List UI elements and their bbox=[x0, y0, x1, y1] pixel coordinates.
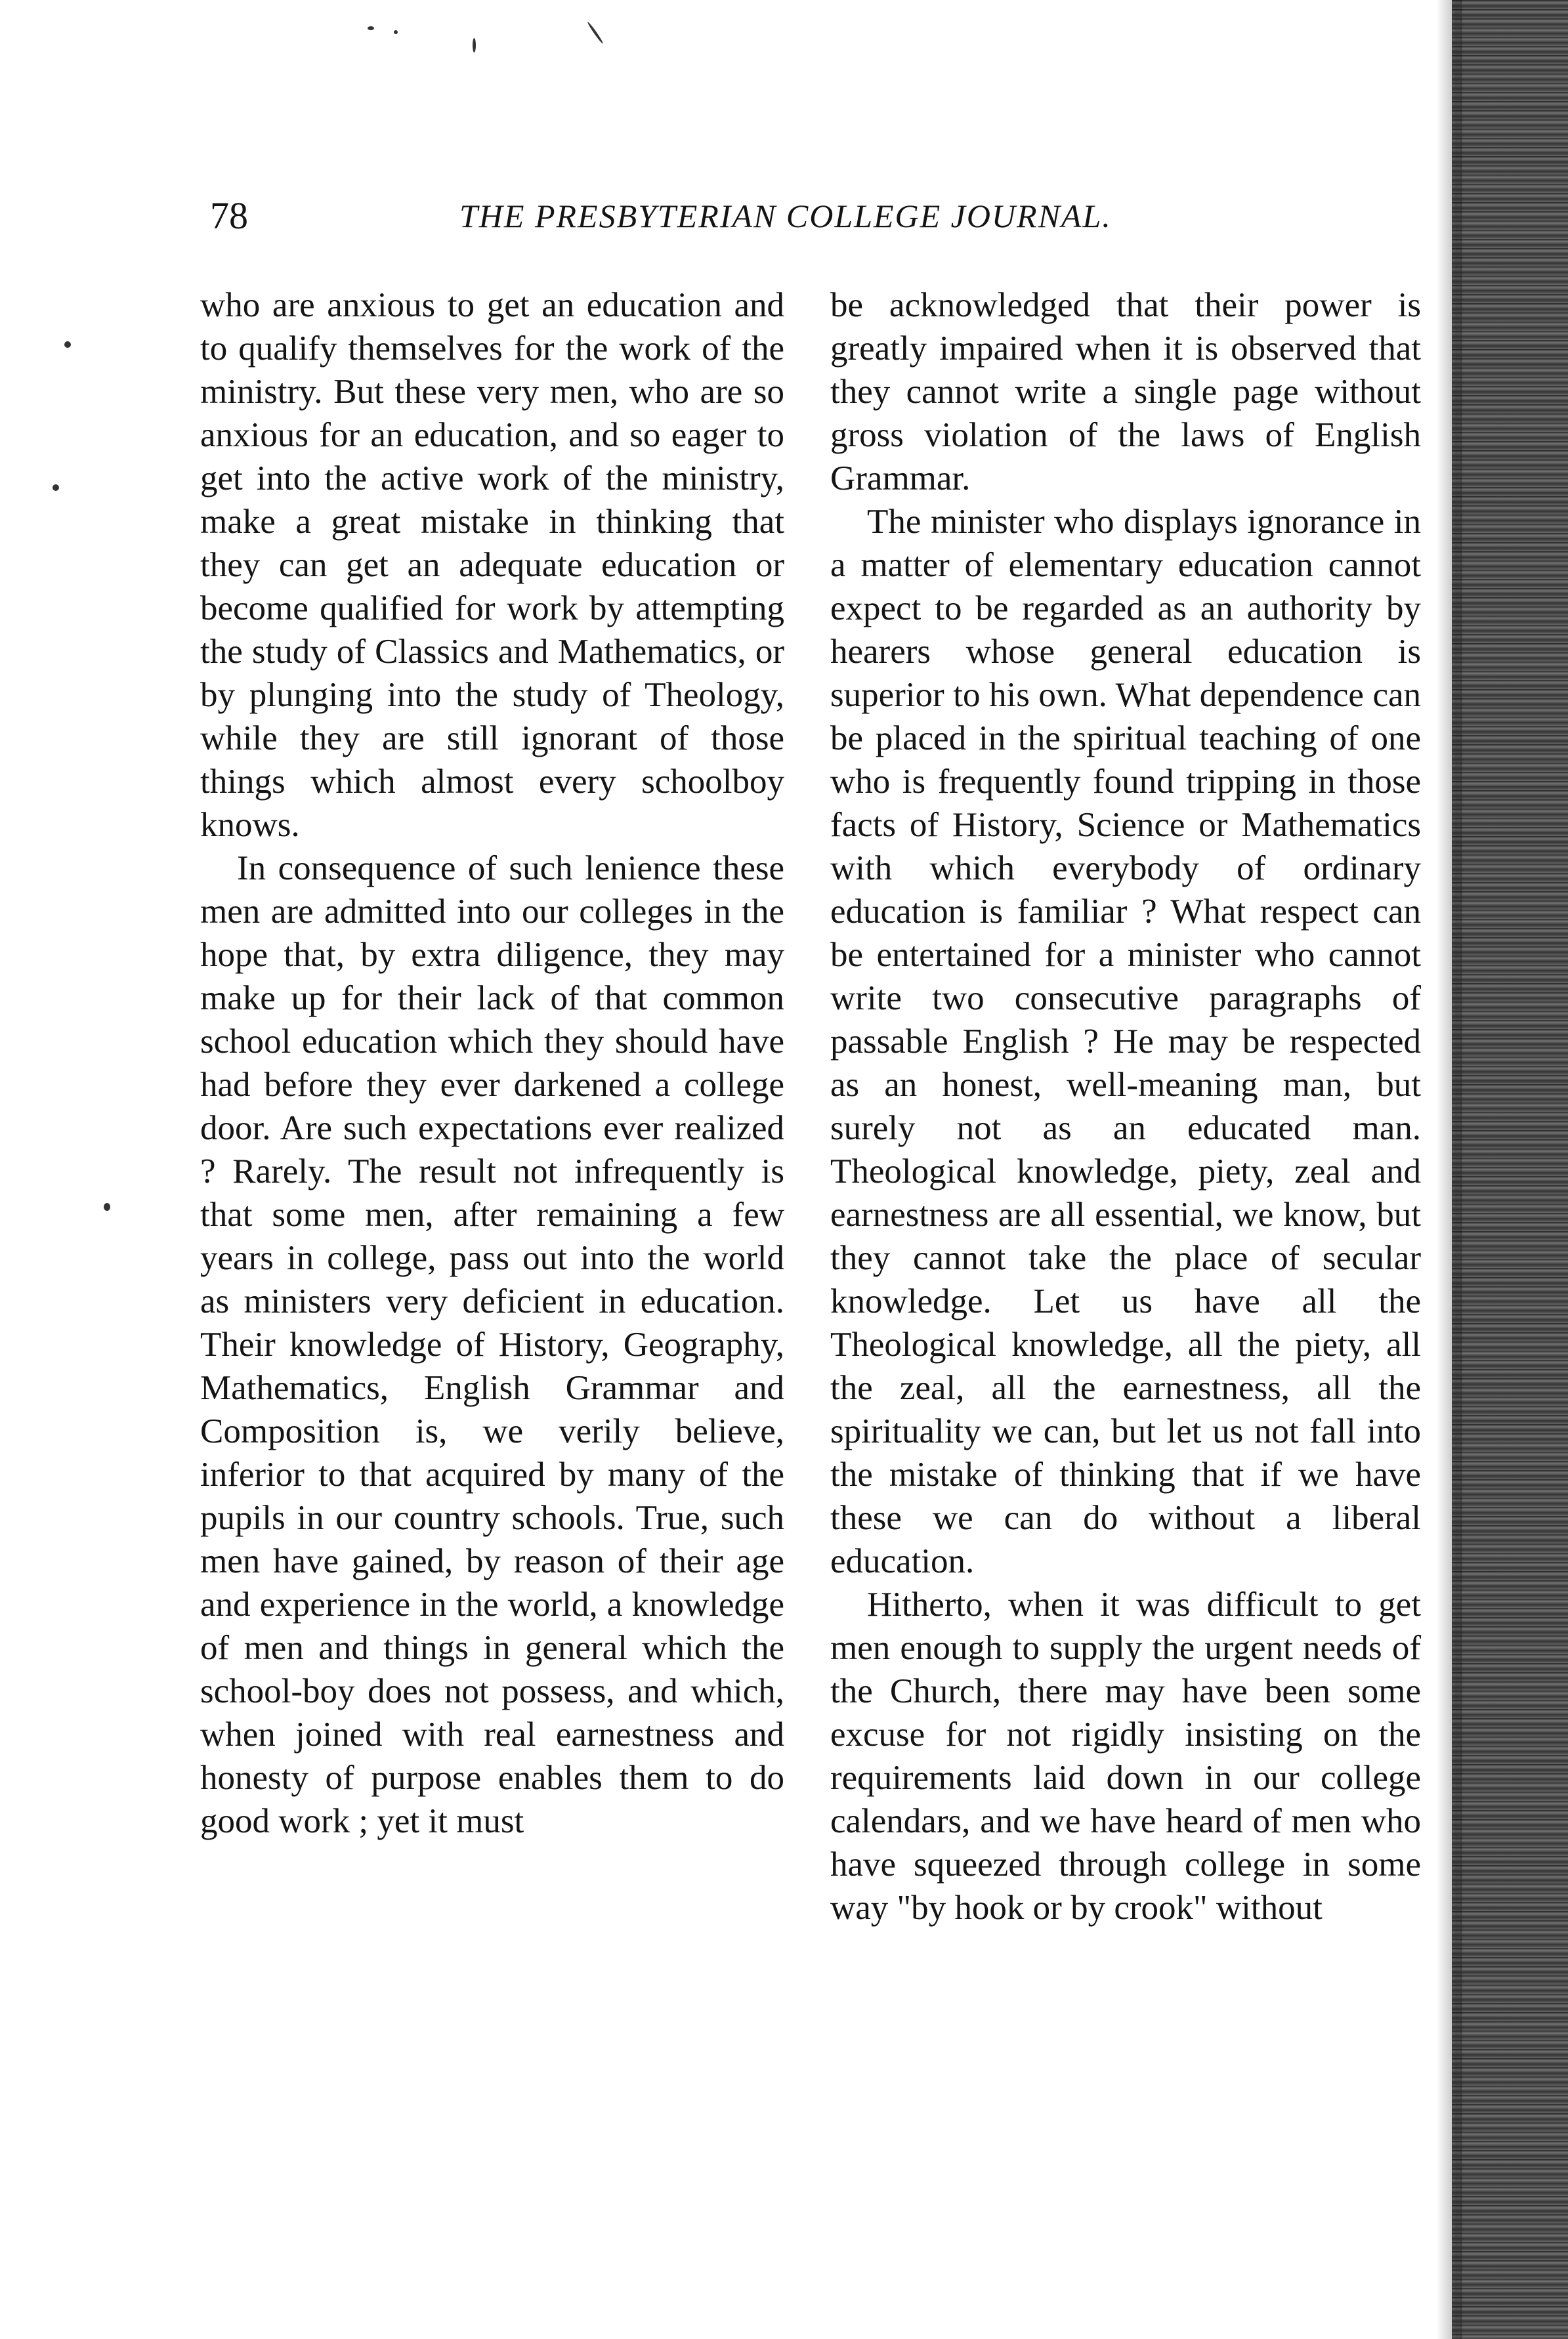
left-paragraph-1: who are anxious to get an education and to qualify themselves for the work of the ministry. But these very men, who are so anxious for an education, and so eager to get into the active work of the ministry, make a great mistake in thinking that they can get an adequate education or become qualified for work by attempting the study of Classics and Mathematics, or by plunging into the study of Theology, while they are still ignorant of those things which almost every schoolboy knows. bbox=[200, 286, 784, 844]
speck bbox=[368, 26, 374, 30]
speck bbox=[587, 21, 604, 44]
right-paragraph-3: Hitherto, when it was difficult to get men enough to supply the urgent needs of the Church, there may have been some excuse for not rigidly insisting on the requirements laid down in our college calendars, and we have heard of men who have squeezed through college in some way "by hook or by crook" without bbox=[830, 1586, 1421, 1927]
running-head: THE PRESBYTERIAN COLLEGE JOURNAL. bbox=[459, 198, 1112, 234]
page-number: 78 bbox=[210, 194, 248, 237]
speck bbox=[64, 341, 71, 348]
right-column bbox=[830, 284, 1421, 1929]
right-paragraph-2: The minister who displays ignorance in a matter of elementary education cannot expect to be regarded as an authority by hearers whose general education is superior to his own. What dependence can be placed in the spiritual teaching of one who is frequently found tripping in those facts of History, Science or Mathematics with which everybody of ordinary education is familiar ? What respect can be entertained for a minister who cannot write two consecutive paragraphs of passable English ? He may be respected as an honest, well-meaning man, but surely not as an educated man. Theological knowledge, piety, zeal and earnestness are all essential, we know, but they cannot take the place of secular knowledge. Let us have all the Theological knowledge, all the piety, all the zeal, all the earnestness, all the spirituality we can, but let us not fall into the mistake of thinking that if we have these we can do without a liberal education. bbox=[830, 503, 1421, 1580]
right-paragraph-1: be acknowledged that their power is greatly impaired when it is observed that they cannot write a single page without gross violation of the laws of English Grammar. bbox=[830, 286, 1421, 497]
speck bbox=[53, 484, 59, 491]
left-paragraph-2: In consequence of such lenience these men are admitted into our colleges in the hope that, by extra diligence, they may make up for their lack of that common school education which they should have had before they ever darkened a college door. Are such expectations ever realized ? Rarely. The result not infrequently is that some men, after remaining a few years in college, pass out into the world as ministers very deficient in education. Their knowledge of History, Geography, Mathematics, English Grammar and Composition is, we verily believe, inferior to that acquired by many of the pupils in our country schools. True, such men have gained, by reason of their age and experience in the world, a knowledge of men and things in general which the school-boy does not possess, and which, when joined with real earnestness and honesty of purpose enables them to do good work ; yet it must bbox=[200, 849, 784, 1840]
scanned-page-edge bbox=[1452, 0, 1568, 2339]
speck bbox=[473, 38, 476, 53]
left-column bbox=[200, 284, 784, 1843]
speck bbox=[394, 30, 398, 34]
speck bbox=[104, 1203, 110, 1211]
